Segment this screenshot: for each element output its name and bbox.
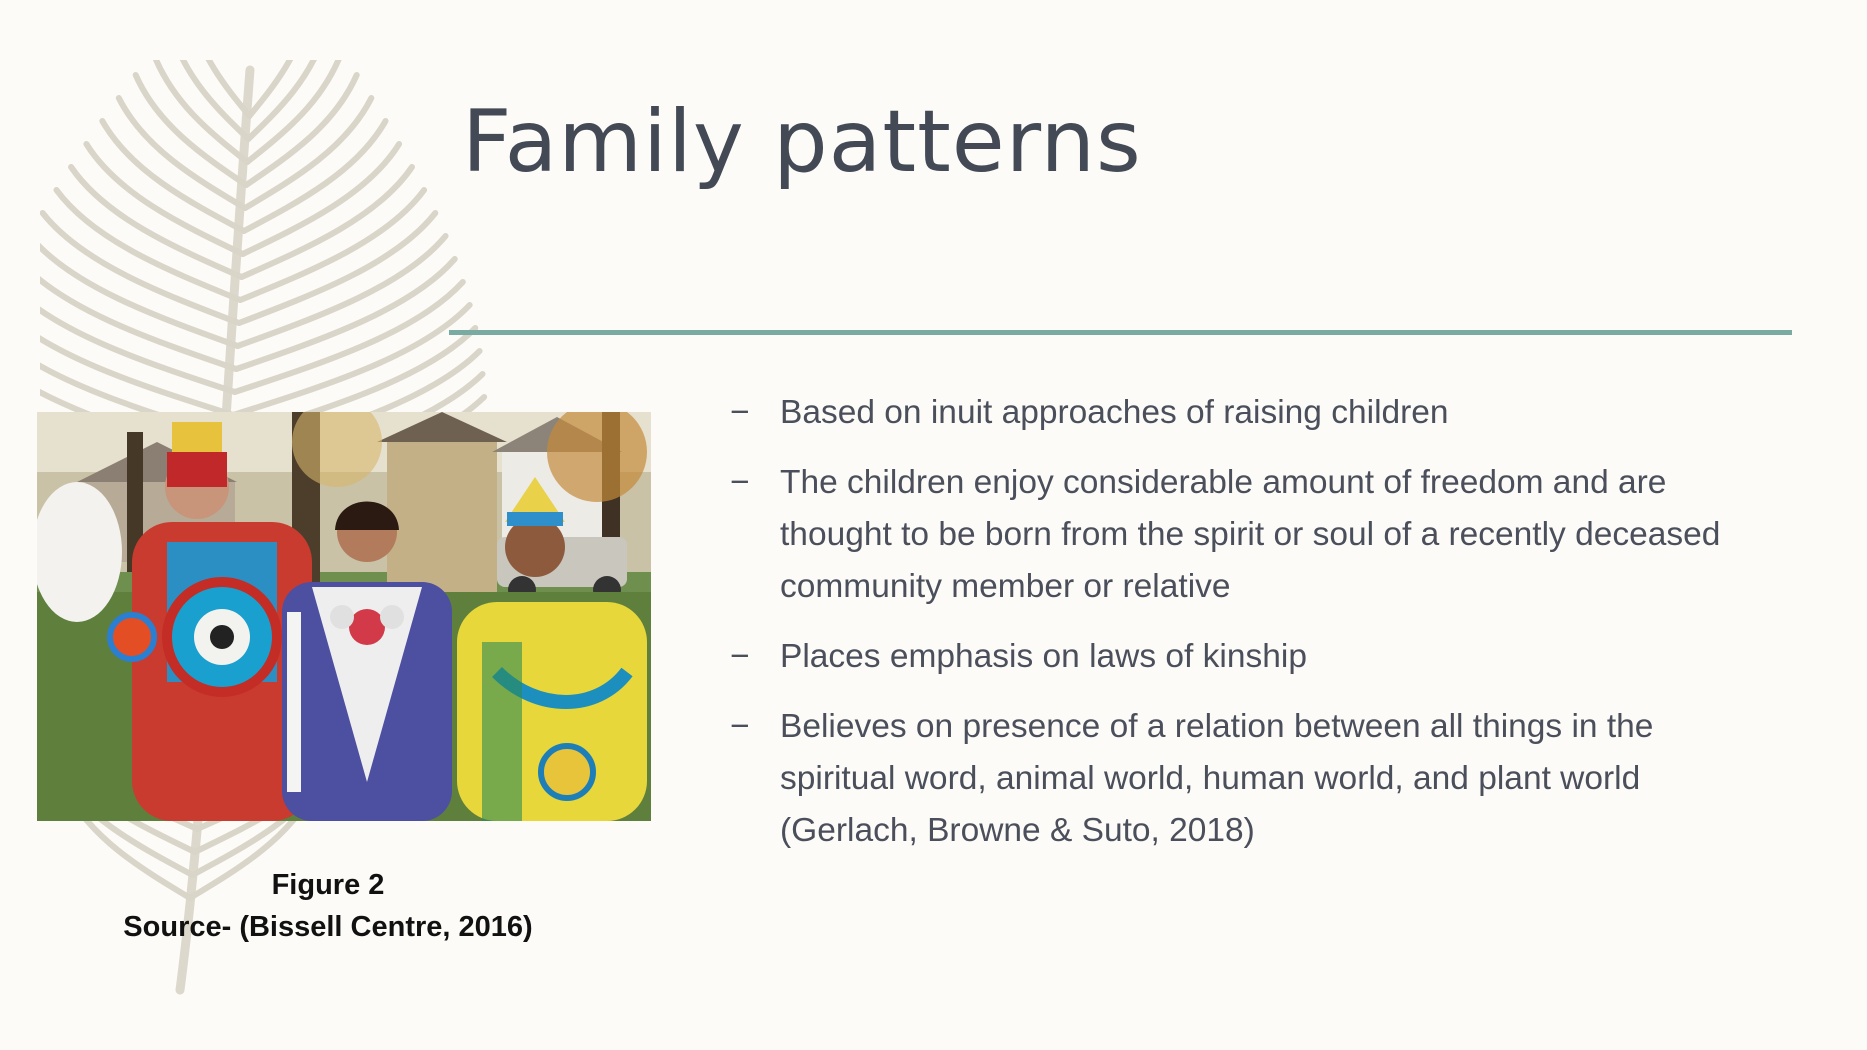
figure-photo xyxy=(37,412,651,821)
figure-source: Source- (Bissell Centre, 2016) xyxy=(123,911,533,943)
figure-label: Figure 2 xyxy=(271,869,385,901)
bullet-item xyxy=(730,387,1740,439)
bullet-list xyxy=(730,387,1740,875)
bullet-text: The children enjoy considerable amount of freedom and are thought to be born from the spirit or soul of a recently deceased community member or relative xyxy=(780,464,1721,605)
slide-title: Family patterns xyxy=(462,92,1142,192)
title-divider xyxy=(449,330,1792,335)
bullet-item xyxy=(730,457,1740,613)
bullet-dash: − xyxy=(730,708,750,745)
bullet-dash: − xyxy=(730,394,750,431)
bullet-dash: − xyxy=(730,638,750,675)
bullet-text: Believes on presence of a relation between all things in the spiritual word, animal world, human world, and plant world (Gerlach, Browne & Suto, 2018) xyxy=(780,708,1654,849)
bullet-text: Places emphasis on laws of kinship xyxy=(780,638,1307,675)
bullet-dash: − xyxy=(730,464,750,501)
bullet-item xyxy=(730,701,1740,857)
three-people-in-regalia-photo xyxy=(37,412,651,821)
figure-caption xyxy=(88,864,568,948)
bullet-item xyxy=(730,631,1740,683)
bullet-text: Based on inuit approaches of raising children xyxy=(780,394,1449,431)
